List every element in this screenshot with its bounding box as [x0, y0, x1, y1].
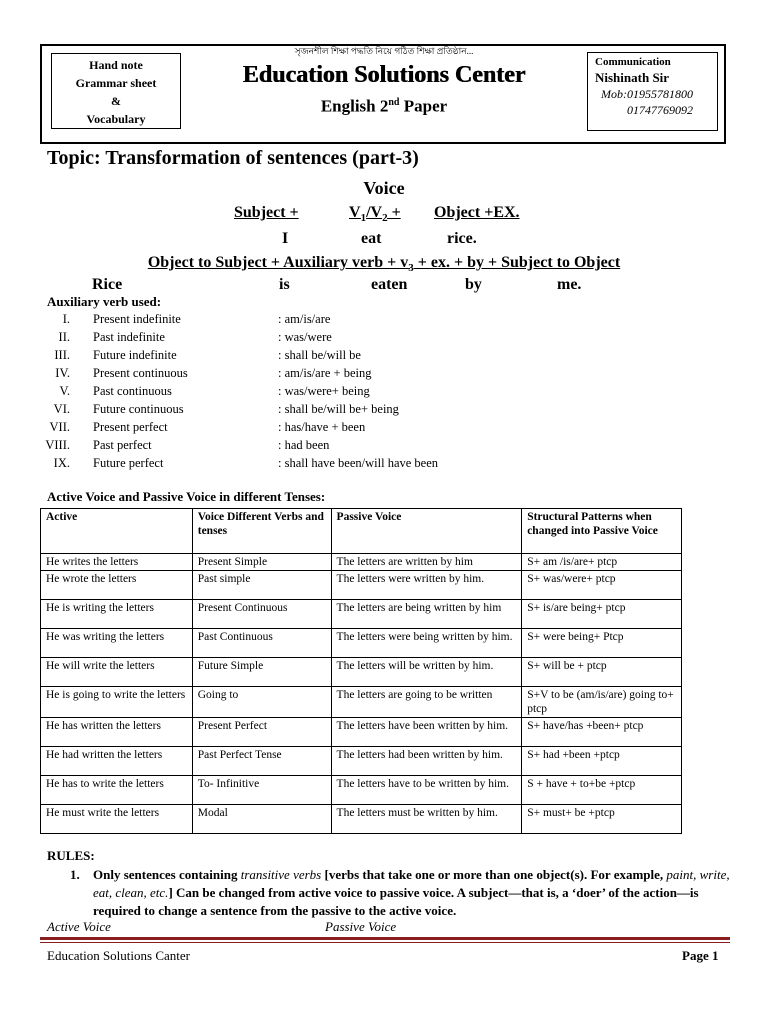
list-item: VIII. Past perfect : had been: [45, 438, 330, 452]
aux-verb-list: [0, 310, 768, 472]
formula-passive: Object to Subject + Auxiliary verb + $v_3$ + ex. + by + Subject to Object: [147, 254, 621, 275]
table-row: He writes the letters Present Simple The letters are written by him S+ am /is/are+ ptcp: [41, 554, 682, 571]
tagline: সৃজনশীল শিক্ষা পদ্ধতি নিয়ে গঠিত শিক্ষা প্রতিষ্ঠান...: [294, 46, 474, 56]
column-header: Active: [41, 509, 193, 554]
paper-suffix: Paper: [399, 96, 448, 116]
contact-name: Nishinath Sir: [595, 70, 670, 85]
handnote-line: Vocabulary: [86, 112, 146, 126]
column-header: Voice Different Verbs and tenses: [192, 509, 331, 554]
table-row: He was writing the letters Past Continuous The letters were being written by him. S+ were being+ Ptcp: [41, 629, 682, 658]
passive-voice-label: Passive Voice: [325, 919, 397, 934]
column-header: Structural Patterns when changed into Passive Voice: [522, 509, 682, 554]
example-word: eaten: [371, 276, 408, 293]
rules-heading: RULES:: [47, 848, 95, 863]
list-item: VI. Future continuous : shall be/will be+ being: [53, 402, 399, 416]
handnote-line: &: [111, 94, 121, 108]
contact-box: [587, 52, 718, 131]
formula-object: Object +EX.: [434, 204, 520, 221]
list-item: I. Present indefinite : am/is/are: [62, 312, 331, 326]
rule-item: [70, 866, 730, 920]
footer-rule: [40, 937, 730, 940]
formula-active: [0, 203, 768, 225]
contact-label: Communication: [595, 56, 671, 68]
example-word: rice.: [447, 230, 477, 247]
list-item: V. Past continuous : was/were+ being: [59, 384, 370, 398]
list-item: II. Past indefinite : was/were: [58, 330, 332, 344]
page-title: Education Solutions Center: [242, 62, 526, 88]
example-word: is: [279, 276, 290, 293]
active-voice-label: Active Voice: [47, 919, 111, 934]
example-word: by: [465, 276, 482, 293]
list-item: VII. Present perfect : has/have + been: [49, 420, 366, 434]
page-number: Page 1: [682, 948, 719, 963]
handnote-box: [51, 53, 181, 129]
aux-heading: Auxiliary verb used:: [47, 294, 162, 309]
footer-org: Education Solutions Canter: [47, 948, 190, 963]
table-row: He is writing the letters Present Continuous The letters are being written by him S+ is/are being+ ptcp: [41, 600, 682, 629]
example-word: me.: [557, 276, 582, 293]
example-active: [0, 229, 768, 251]
table-title: Active Voice and Passive Voice in different Tenses:: [47, 489, 326, 504]
rule-text: Only sentences containing transitive verbs [verbs that take one or more than one object(s). For example, paint, write, eat, clean, etc.] Can be changed from active voice to passive voice. A subject—that is, a ‘doer’ of the action—is required to change a sentence from the passive to the active voice.: [93, 867, 730, 918]
contact-mob: Mob:01955781800: [601, 87, 693, 101]
voice-tense-table: [40, 508, 682, 834]
table-header-row: [41, 509, 682, 554]
table-row: He is going to write the letters Going to The letters are going to be written S+V to be (am/is/are) going to+ ptcp: [41, 687, 682, 718]
paper-subtitle: [190, 92, 578, 118]
paper-sup: nd: [388, 97, 400, 108]
example-word: I: [282, 230, 289, 247]
example-word: eat: [361, 230, 382, 247]
table-row: He has written the letters Present Perfect The letters have been written by him. S+ have/has +been+ ptcp: [41, 718, 682, 747]
voice-heading: Voice: [363, 178, 405, 198]
rule-number: 1.: [70, 867, 80, 882]
table-row: He will write the letters Future Simple The letters will be written by him. S+ will be + ptcp: [41, 658, 682, 687]
paper-prefix: English 2: [320, 96, 389, 116]
list-item: IX. Future perfect : shall have been/will have been: [53, 456, 439, 470]
table-row: He must write the letters Modal The letters must be written by him. S+ must+ be +ptcp: [41, 805, 682, 834]
formula-subject: Subject +: [234, 204, 299, 221]
handnote-line: Hand note: [89, 58, 143, 72]
table-row: He wrote the letters Past simple The letters were written by him. S+ was/were+ ptcp: [41, 571, 682, 600]
topic-heading: Topic: Transformation of sentences (part-3): [47, 147, 419, 169]
formula-verb: $V_1/V_2$ +: [349, 204, 401, 225]
list-item: IV. Present continuous : am/is/are + being: [55, 366, 372, 380]
column-header: Passive Voice: [331, 509, 522, 554]
example-word: Rice: [92, 276, 123, 293]
handnote-line: Grammar sheet: [75, 76, 157, 90]
list-item: III. Future indefinite : shall be/will be: [54, 348, 361, 362]
footer-rule-thin: [40, 942, 730, 943]
table-row: He had written the letters Past Perfect Tense The letters had been written by him. S+ had +been +ptcp: [41, 747, 682, 776]
table-row: He has to write the letters To- Infinitive The letters have to be written by him. S + have + to+be +ptcp: [41, 776, 682, 805]
contact-mob-2: 01747769092: [627, 103, 693, 117]
